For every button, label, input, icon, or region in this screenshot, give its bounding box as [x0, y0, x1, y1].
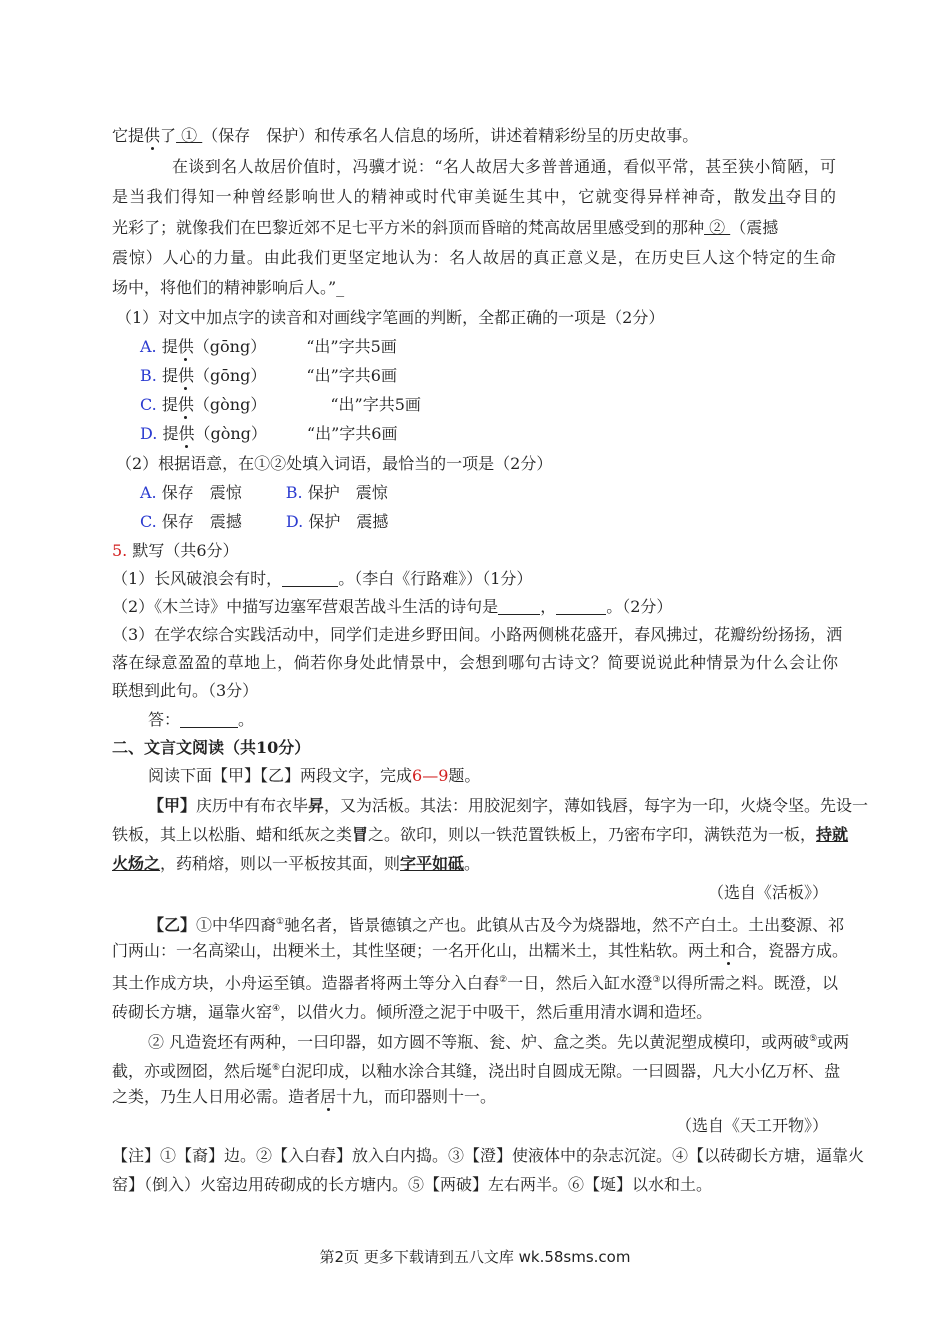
yi-line-4: 砖砌长方塘，逼靠火窑④，以借火力。倾所澄之泥于中吸干，然后重用清水调和造坯。	[112, 1002, 713, 1022]
passage-line-4: 光彩了；就像我们在巴黎近郊不足七平方米的斜顶而昏暗的梵高故居里感受到的那种 ② （震撼	[112, 218, 779, 237]
jia-line-3: 火炀之，药稍熔，则以一平板按其面，则字平如砥。	[112, 854, 481, 873]
yi-line-2: 门两山：一名高梁山，出粳米土，其性坚硬；一名开化山，出糯米土，其性粘软。两土和合，瓷器方成。	[112, 941, 849, 960]
q1-stem: （1）对文中加点字的读音和对画线字笔画的判断，全都正确的一项是（2分）	[116, 308, 665, 327]
q5-item-2: （2）《木兰诗》中描写边塞军营艰苦战斗生活的诗句是 ， 。（2分）	[112, 597, 673, 616]
q5-answer: 答： 。	[148, 710, 255, 729]
yi-source: （选自《天工开物》）	[675, 1116, 828, 1135]
q1-option-a: A. 提供（gōng） “出”字共5画	[140, 337, 397, 356]
notes-line-2: 窑】（倒入）火窑边用砖砌成的长方塘内。⑤【两破】左右两半。⑥【埏】以水和土。	[112, 1175, 713, 1194]
section-2-heading: 二、文言文阅读（共10分）	[112, 738, 311, 757]
q1-option-d: D. 提供（gòng） “出”字共6画	[140, 424, 398, 443]
jia-source: （选自《活板》）	[707, 883, 828, 902]
q1-option-b: B. 提供（gōng） “出”字共6画	[140, 366, 397, 385]
passage-line-5: 震惊）人心的力量。由此我们更坚定地认为：名人故居的真正意义是，在历史巨人这个特定的生命	[112, 248, 836, 267]
q5-item-3-line-1: （3）在学农综合实践活动中，同学们走进乡野田间。小路两侧桃花盛开，春风拂过，花瓣纷纷扬扬，洒	[112, 625, 843, 644]
q1-option-c: C. 提供（gòng） “出”字共5画	[140, 395, 421, 414]
passage-line-1: 它提供了 ① （保存 保护）和传承名人信息的场所，讲述着精彩纷呈的历史故事。	[112, 126, 699, 145]
passage-line-6: 场中，将他们的精神影响后人。”_	[112, 278, 345, 297]
q5-title: 5. 默写（共6分）	[112, 541, 239, 560]
answer-blank[interactable]	[282, 570, 338, 587]
passage-line-2: 在谈到名人故居价值时，冯骥才说：“名人故居大多普普通通，看似平常，甚至狭小简陋，可	[172, 157, 836, 176]
q2-stem: （2）根据语意，在①②处填入词语，最恰当的一项是（2分）	[116, 454, 553, 473]
yi-line-6: 截，亦或囫囵，然后埏⑥白泥印成，以釉水涂合其缝，浇出时自圆成无隙。一曰圆器，凡大小亿万杯、盘	[112, 1061, 841, 1081]
q5-item-1: （1）长风破浪会有时， 。（李白《行路难》）（1分）	[112, 569, 533, 588]
notes-line-1: 【注】①【裔】边。②【入白舂】放入白内捣。③【澄】使液体中的杂志沉淀。④【以砖砌长方塘，逼靠火	[112, 1146, 865, 1165]
yi-line-5: ② 凡造瓷坯有两种，一曰印器，如方圆不等瓶、瓮、炉、盒之类。先以黄泥塑成模印，或两破⑤或两	[148, 1032, 850, 1052]
answer-blank[interactable]	[180, 711, 238, 728]
answer-blank[interactable]	[556, 598, 606, 615]
q5-item-3-line-3: 联想到此句。（3分）	[112, 681, 259, 700]
jia-line-2: 铁板，其上以松脂、蜡和纸灰之类冒之。欲印，则以一铁范置铁板上，乃密布字印，满铁范为一板，持就	[112, 825, 849, 844]
q5-item-3-line-2: 落在绿意盈盈的草地上，倘若你身处此情景中，会想到哪句古诗文？简要说说此种情景为什么会让你	[112, 653, 838, 672]
page-footer: 第2页 更多下载请到五八文库 wk.58sms.com	[319, 1248, 631, 1266]
yi-line-3: 其土作成方块，小舟运至镇。造器者将两土等分入白舂②一日，然后入缸水澄③以得所需之料。既澄，以	[112, 973, 838, 993]
q2-options-row-2: C. 保存 震撼 D. 保护 震撼	[140, 512, 389, 531]
section-2-instruction: 阅读下面【甲】【乙】两段文字，完成6—9题。	[148, 766, 481, 785]
passage-line-3: 是当我们得知一种曾经影响世人的精神或时代审美诞生其中，它就变得异样神奇，散发出夺目的	[112, 187, 836, 206]
jia-line-1: 【甲】庆历中有布衣毕昇，又为活板。其法：用胶泥刻字，薄如钱唇，每字为一印，火烧令坚。先设一	[148, 796, 869, 815]
q2-options-row-1: A. 保存 震惊 B. 保护 震惊	[140, 483, 388, 502]
yi-line-7: 之类，乃生人日用必需。造者居十九，而印器则十一。	[112, 1087, 497, 1106]
answer-blank[interactable]	[498, 598, 540, 615]
yi-line-1: 【乙】①中华四裔①驰名者，皆景德镇之产也。此镇从古及今为烧器地，然不产白土。土出婺源、祁	[148, 915, 845, 935]
